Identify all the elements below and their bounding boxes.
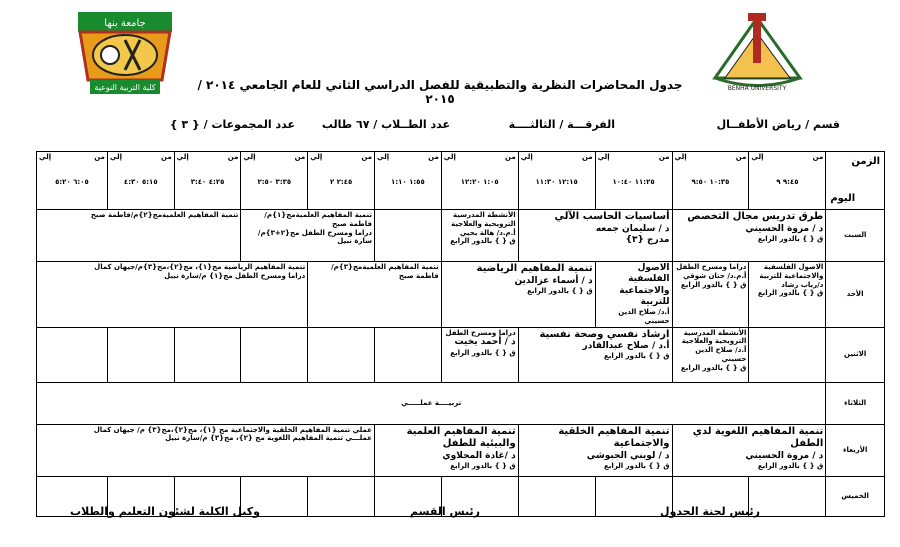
class-cell: الاصول الفلسفية والاجتماعية للتربية أ.د/ صلاح الدين حسيني	[595, 262, 672, 328]
empty-cell	[241, 327, 308, 382]
time-slot: من إلي ٤:٢٥ ٣:٤٠	[174, 152, 241, 210]
college-logo-top: جامعة بنها	[104, 18, 146, 29]
empty-cell	[37, 327, 108, 382]
class-cell: تنمية المفاهيم الخلقية والاجتماعية د / لوبني الجبوشي ق { } بالدور الرابع	[518, 424, 672, 476]
corner-cell	[826, 152, 885, 210]
class-cell: أساسيات الحاسب الآلي د / سليمان جمعه مدرج {٣}	[518, 210, 672, 262]
college-logo	[70, 10, 180, 100]
empty-cell	[308, 476, 375, 516]
time-slot: من إلي ١٠:٣٥ ٩:٥٠	[672, 152, 749, 210]
empty-cell	[375, 327, 442, 382]
corner-day: اليوم	[830, 192, 856, 204]
day-wednesday: الأربعاء	[826, 424, 885, 476]
time-slot: من إلي ١:٥٥ ١:١٠	[375, 152, 442, 210]
empty-cell	[749, 327, 826, 382]
time-slot: من إلي ٥:١٥ ٤:٣٠	[107, 152, 174, 210]
department: قسم / رياض الأطفــال	[716, 118, 840, 131]
empty-cell	[107, 327, 174, 382]
class-cell: تنمية المفاهيم العلميةمج{١}م/فاطمة صبح دراما ومسرح الطفل مج{٢+٣}م/سارة نبيل	[241, 210, 375, 262]
groups: عدد المجموعات / { ٣ }	[169, 118, 295, 131]
class-cell: تنمية المفاهيم العلميةمج{٢}م/فاطمة صبح	[37, 210, 241, 262]
day-tuesday: الثلاثاء	[826, 382, 885, 424]
empty-cell	[375, 210, 442, 262]
class-cell: طرق تدريس مجال التخصص د / مروة الحسيني ق { } بالدور الرابع	[672, 210, 826, 262]
class-cell: الأنشطة المدرسية الترويحية والعلاجية أ.د/ صلاح الدين حسيني ق { } بالدور الرابع	[672, 327, 749, 382]
class-cell: تنمية المفاهيم الرياضية مج{١}، مج{٢}،مج{٣}م/جيهان كمال دراما ومسرح الطفل مج{١} م/سارة نبيل	[37, 262, 308, 328]
students: عدد الطــلاب / ٦٧ طالب	[321, 118, 450, 131]
college-logo-text: كلية التربية النوعية	[94, 83, 156, 92]
page-title: جدول المحاضرات النظرية والتطبيقية للفصل الدراسي الثاني للعام الجامعي ٢٠١٤ / ٢٠١٥	[197, 78, 683, 106]
class-cell: الأنشطة المدرسية الترويحية والعلاجية أ.م.د/ هالة يحيي ق { } بالدور الرابع	[441, 210, 518, 262]
class-cell: تنمية المفاهيم العلمية والبيئية للطفل د /غادة المحلاوي ق { } بالدور الرابع	[375, 424, 519, 476]
class-cell: ارشاد نفسي وصحة نفسية أ.د / صلاح عبدالقادر ق { } بالدور الرابع	[518, 327, 672, 382]
day-sunday: الأحد	[826, 262, 885, 328]
vice-dean-signature: وكيل الكلية لشئون التعليم والطلاب	[70, 505, 260, 518]
day-saturday: السبت	[826, 210, 885, 262]
time-slot: من إلي ١١:٢٥ ١٠:٤٠	[595, 152, 672, 210]
day-thursday: الخميس	[826, 476, 885, 516]
class-cell: الاصول الفلسفية والاجتماعية للتربية د/رباب رشاد ق { } بالدور الرابع	[749, 262, 826, 328]
class-cell: دراما ومسرح الطفل أ.م.د/ حنان شوقي ق { } بالدور الرابع	[672, 262, 749, 328]
time-slot: من إلي ٢:٤٥ ٢	[308, 152, 375, 210]
schedule-table	[36, 151, 885, 517]
empty-cell	[308, 327, 375, 382]
empty-cell	[518, 476, 595, 516]
class-cell: عملي تنمية المفاهيم الخلقية والاجتماعية مج {١}، مج{٢}،مج{٣} م/ جيهان كمال عملـــي تنمية المفاهيم اللغوية مج {٢}، مج{٣} م/سارة نبيل	[37, 424, 375, 476]
class-cell: تنمية المفاهيم الرياضية د / أسماء عزالدين ق { } بالدور الرابع	[441, 262, 595, 328]
empty-cell	[174, 327, 241, 382]
time-slot: من إلي ٣:٣٥ ٢:٥٠	[241, 152, 308, 210]
time-slot: من إلي ١٢:١٥ ١١:٣٠	[518, 152, 595, 210]
class-cell: تنمية المفاهيم اللغوية لدي الطفل د / مروة الحسيني ق { } بالدور الرابع	[672, 424, 826, 476]
empty-cell	[749, 476, 826, 516]
time-slot: من إلي ٩:٤٥ ٩	[749, 152, 826, 210]
time-slot: من إلي ١:٠٥ ١٢:٢٠	[441, 152, 518, 210]
level: الفرقـــة / الثالثــــة	[508, 118, 615, 131]
day-monday: الاثنين	[826, 327, 885, 382]
university-logo	[710, 8, 805, 93]
practical-training-cell: تربيــــة عملـــــي	[37, 382, 826, 424]
committee-head-signature: رئيس لجنة الجدول	[660, 505, 760, 518]
department-head-signature: رئيس القسم	[410, 505, 480, 518]
class-cell: دراما ومسرح الطفل د / أحمد يخيت ق { } بالدور الرابع	[441, 327, 518, 382]
university-logo-text: BENHA UNIVERSITY	[727, 85, 787, 92]
time-slot: من إلي ٦:٠٥ ٥:٢٠	[37, 152, 108, 210]
corner-time: الزمن	[851, 156, 880, 167]
class-cell: تنمية المفاهيم العلميةمج{٣}م/فاطمة صبح	[308, 262, 442, 328]
